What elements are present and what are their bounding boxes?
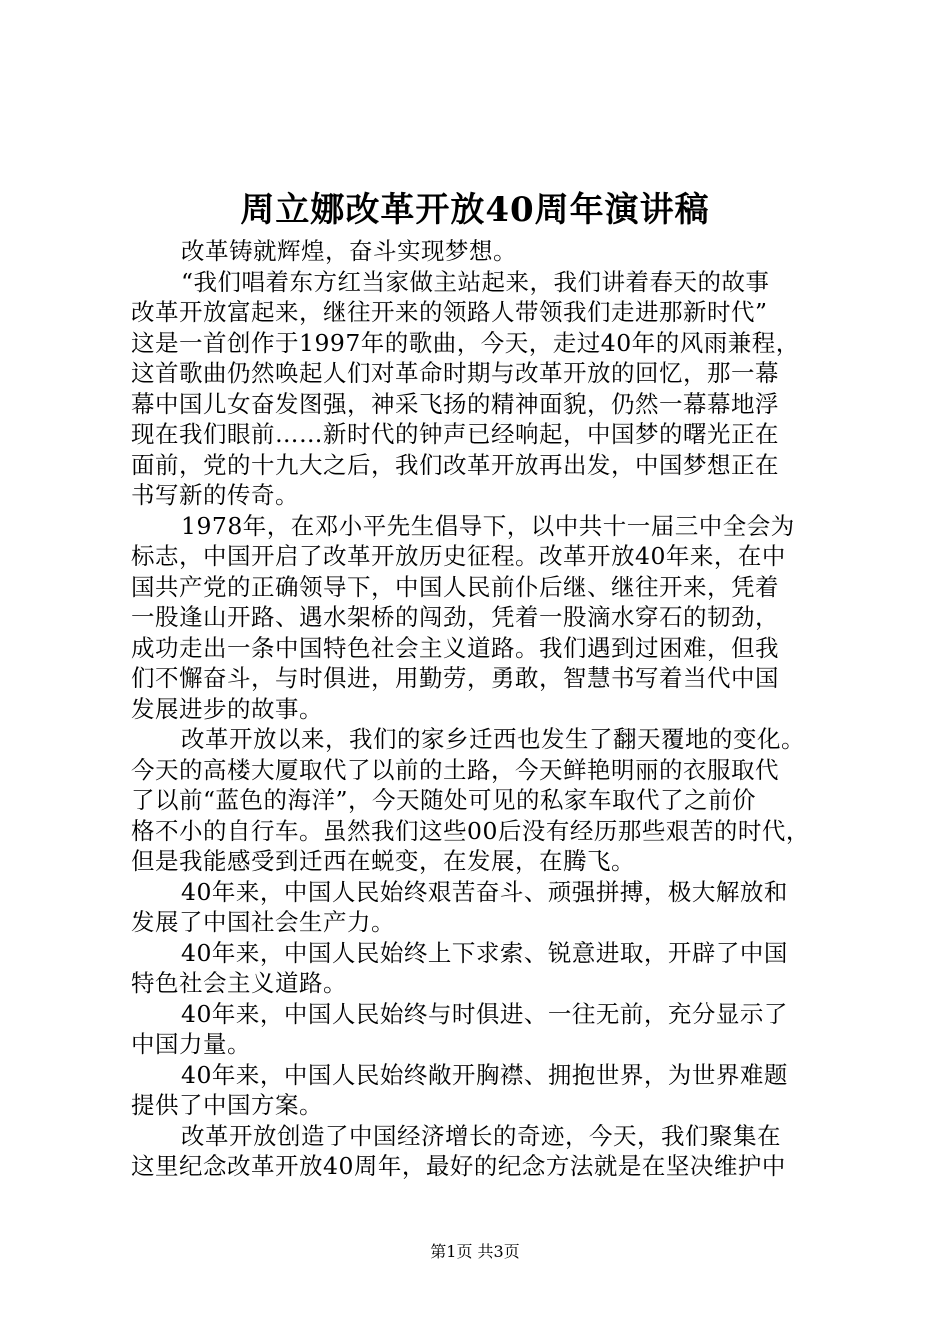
- text-line: 今天的高楼大厦取代了以前的土路，今天鲜艳明丽的衣服取代: [131, 755, 779, 784]
- text-line: 这是一首创作于1997年的歌曲，今天，走过40年的风雨兼程，: [131, 328, 800, 357]
- text-line: 面前，党的十九大之后，我们改革开放再出发，中国梦想正在: [131, 450, 779, 479]
- text-line: 一股逢山开路、遇水架桥的闯劲，凭着一股滴水穿石的韧劲，: [131, 603, 779, 631]
- text-line: 改革开放以来，我们的家乡迁西也发生了翻天覆地的变化。: [181, 725, 805, 753]
- text-line: 但是我能感受到迁西在蜕变，在发展，在腾飞。: [131, 847, 635, 875]
- page-title: 周立娜改革开放40周年演讲稿: [240, 190, 710, 230]
- text-line: 国共产党的正确领导下，中国人民前仆后继、继往开来，凭着: [131, 572, 779, 601]
- document-body: [131, 236, 847, 1182]
- text-line: 40年来，中国人民始终敞开胸襟、拥抱世界，为世界难题: [181, 1060, 788, 1089]
- text-line: 特色社会主义道路。: [131, 969, 347, 997]
- text-line: 改革铸就辉煌，奋斗实现梦想。: [181, 237, 517, 265]
- text-line: 提供了中国方案。: [131, 1091, 323, 1119]
- text-line: 40年来，中国人民始终与时俱进、一往无前，充分显示了: [181, 999, 788, 1028]
- text-line: 标志，中国开启了改革开放历史征程。改革开放40年来，在中: [131, 542, 786, 570]
- text-line: 改革开放创造了中国经济增长的奇迹，今天，我们聚集在: [181, 1121, 781, 1150]
- text-line: “我们唱着东方红当家做主站起来，我们讲着春天的故事: [181, 267, 770, 296]
- page-footer: 第1页 共3页: [430, 1242, 520, 1261]
- text-line: 40年来，中国人民始终上下求索、锐意进取，开辟了中国: [181, 938, 788, 967]
- text-line: 了以前“蓝色的海洋”，今天随处可见的私家车取代了之前价: [131, 786, 757, 814]
- text-line: 改革开放富起来，继往开来的领路人带领我们走进那新时代”: [131, 298, 768, 326]
- text-line: 们不懈奋斗，与时俱进，用勤劳，勇敢，智慧书写着当代中国: [131, 664, 779, 692]
- text-line: 发展进步的故事。: [131, 694, 323, 723]
- text-line: 成功走出一条中国特色社会主义道路。我们遇到过困难，但我: [131, 633, 779, 662]
- text-line: 格不小的自行车。虽然我们这些00后没有经历那些艰苦的时代，: [131, 816, 810, 845]
- text-line: 现在我们眼前……新时代的钟声已经响起，中国梦的曙光正在: [131, 420, 779, 448]
- text-line: 40年来，中国人民始终艰苦奋斗、顽强拼搏，极大解放和: [181, 877, 788, 906]
- text-line: 这里纪念改革开放40周年，最好的纪念方法就是在坚决维护中: [131, 1152, 786, 1180]
- text-line: 发展了中国社会生产力。: [131, 908, 395, 936]
- text-line: 中国力量。: [131, 1030, 251, 1058]
- text-line: 1978年，在邓小平先生倡导下，以中共十一届三中全会为: [181, 511, 795, 540]
- text-line: 书写新的传奇。: [131, 481, 299, 509]
- text-line: 幕中国儿女奋发图强，神采飞扬的精神面貌，仍然一幕幕地浮: [131, 389, 779, 418]
- text-line: 这首歌曲仍然唤起人们对革命时期与改革开放的回忆，那一幕: [131, 359, 779, 387]
